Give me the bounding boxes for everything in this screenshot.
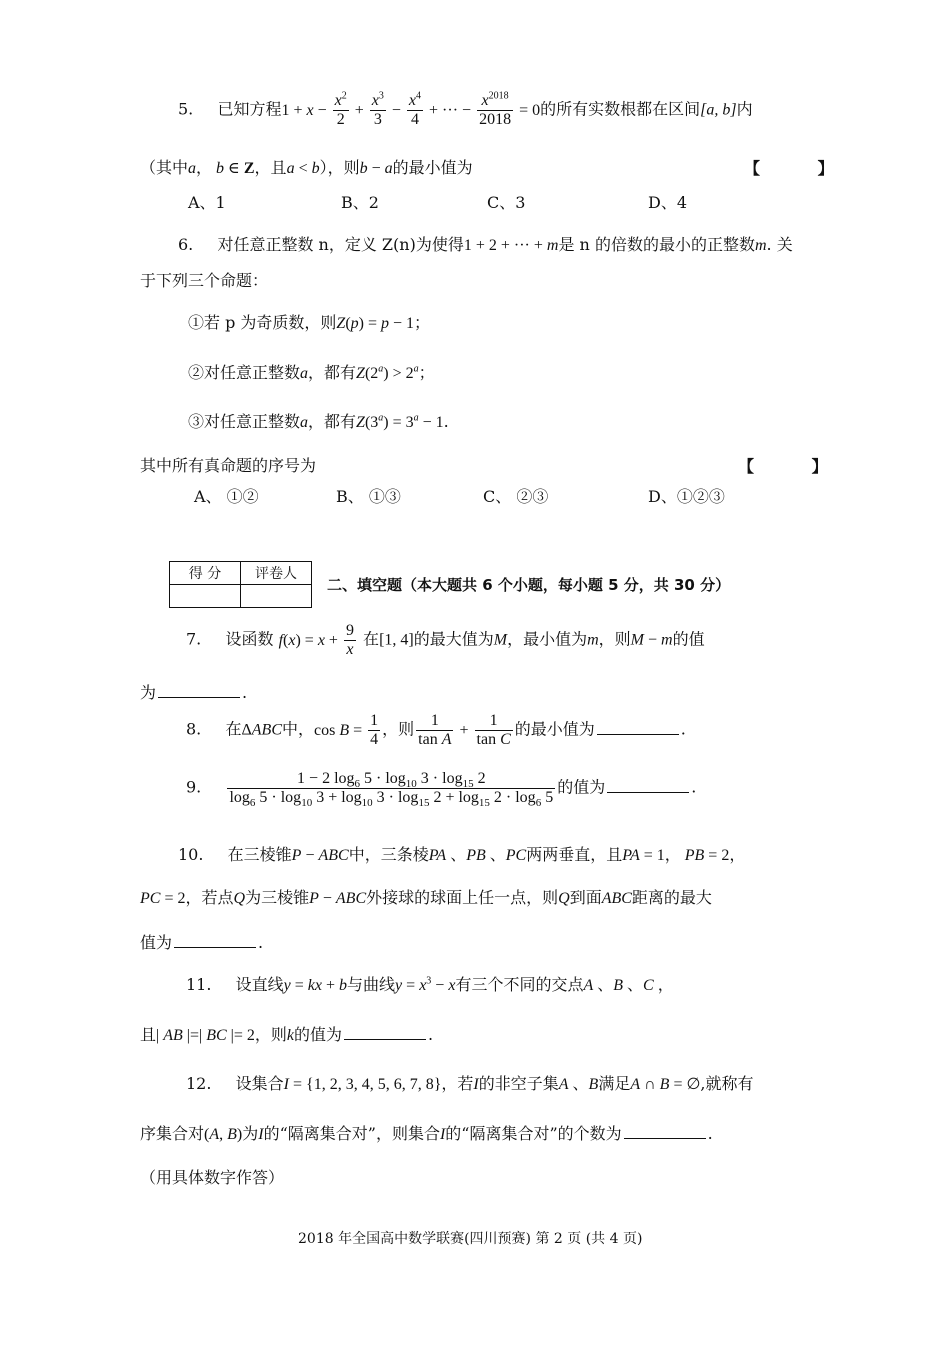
q5-inside: 内 bbox=[736, 99, 753, 119]
q10-line1 bbox=[178, 842, 745, 865]
q10-end: . bbox=[258, 933, 264, 952]
q8-d: 的最小值为 bbox=[514, 719, 595, 739]
q11-line2-a: 且 bbox=[140, 1025, 157, 1044]
q10-abc: ABC bbox=[601, 890, 632, 907]
q8-c: ，则 bbox=[382, 719, 415, 739]
q6-option-c: C、 ②③ bbox=[483, 487, 549, 506]
q7-f: 的值 bbox=[672, 629, 705, 649]
q6-prop2: ②对任意正整数a，都有$Z(2^a) > 2^a$； bbox=[188, 363, 435, 382]
q11-line2 bbox=[140, 1022, 433, 1045]
q12-line3: （用具体数字作答） bbox=[140, 1168, 285, 1187]
q12-answer-blank[interactable] bbox=[624, 1137, 706, 1139]
q12-line2 bbox=[140, 1121, 713, 1144]
q6-line1-a: 对任意正整数 n，定义 Z(n)为使得 bbox=[217, 235, 464, 254]
q5-option-d: D、4 bbox=[648, 193, 688, 212]
q7-answer-blank[interactable] bbox=[158, 696, 240, 698]
q6-math-m: m bbox=[754, 237, 767, 254]
q11-points: A 、B 、C ， bbox=[583, 977, 674, 994]
q6-line1 bbox=[178, 232, 793, 255]
q9-tail: 的值为 bbox=[557, 777, 606, 797]
q9-expr: $\frac{1 - 2 \log_6 5 \cdot \log_{10} 3 \cdot \log_{15} 2}{\log_6 5 \cdot \log_{10} 3 + \log_{10} 3 \cdot \log_{15} 2 + \log_{15} 2 \cdot \log_6 5}$ bbox=[229, 770, 554, 810]
q8-line bbox=[186, 712, 686, 750]
q6-prop3-text-a: ③对任意正整数 bbox=[188, 412, 301, 431]
score-header: 得 分 bbox=[170, 562, 241, 585]
q10-b: 中，三条棱 bbox=[348, 845, 429, 864]
q12-e: ,就称有 bbox=[700, 1074, 754, 1093]
q6-option-a: A、 ①② bbox=[194, 487, 259, 506]
q6-prop3-text-b: ，都有 bbox=[308, 412, 357, 431]
q8-answer-blank[interactable] bbox=[597, 733, 679, 735]
q11-number: 11. bbox=[186, 975, 212, 994]
q10-pyramid: P − ABC bbox=[291, 847, 349, 864]
q6-math-sum: 1 + 2 + ··· + m bbox=[463, 237, 559, 254]
q5-equation: 1 + x − $\frac{x^2}{2}$ + $\frac{x^3}{3}$ − $\frac{x^4}{4}$ + ··· − $\frac{x^{2018}}{2018}$ = 0 bbox=[281, 90, 541, 129]
q5-line2-b: ，且 bbox=[254, 158, 287, 177]
q9-answer-blank[interactable] bbox=[607, 791, 689, 793]
q9-end: . bbox=[691, 777, 697, 797]
q7-diff: M − m bbox=[630, 631, 673, 649]
q10-number: 10. bbox=[178, 845, 204, 864]
q10-line2-b: 为三棱锥 bbox=[245, 888, 310, 907]
q10-line2-d: 到面 bbox=[569, 888, 602, 907]
q12-line2-c: 的“隔离集合对”，则集合 bbox=[263, 1124, 440, 1143]
q7-interval: [1, 4] bbox=[379, 631, 414, 649]
q10-line2-c: 外接球的球面上任一点，则 bbox=[366, 888, 559, 907]
q6-prop3-math: $Z(3^a) = 3^a - 1$ bbox=[356, 412, 444, 431]
q10-Q2: Q bbox=[558, 890, 570, 907]
q11-answer-blank[interactable] bbox=[344, 1038, 426, 1040]
q6-prop2-a: a bbox=[300, 365, 309, 382]
q5-math-bma: b − a bbox=[359, 160, 393, 177]
q10-pyramid-2: P − ABC bbox=[309, 890, 367, 907]
q7-e: ，则 bbox=[598, 629, 631, 649]
q9-line bbox=[186, 770, 696, 808]
q12-end: . bbox=[707, 1124, 713, 1143]
score-table bbox=[169, 561, 312, 608]
q12-set: I = {1, 2, 3, 4, 5, 6, 7, 8} bbox=[283, 1076, 442, 1093]
q10-answer-blank[interactable] bbox=[174, 946, 256, 948]
q7-M: M bbox=[493, 631, 508, 649]
q5-line2-a: （其中 bbox=[140, 158, 189, 177]
q5-line2 bbox=[140, 155, 473, 178]
q12-a: 设集合 bbox=[235, 1074, 284, 1093]
q12-I: I bbox=[473, 1076, 479, 1093]
q6-prop2-text-a: ②对任意正整数 bbox=[188, 363, 301, 382]
q12-ab: A 、B bbox=[558, 1076, 599, 1093]
q5-option-a: A、1 bbox=[188, 193, 226, 212]
section-2-title: 二、填空题（本大题共 6 个小题，每小题 5 分，共 30 分） bbox=[327, 576, 731, 594]
q8-cos: cos B = $\frac{1}{4}$ bbox=[314, 712, 379, 749]
grader-header: 评卷人 bbox=[241, 562, 312, 585]
q6-prop3: ③对任意正整数a，都有$Z(3^a) = 3^a - 1$. bbox=[188, 412, 449, 431]
q7-d: ，最小值为 bbox=[507, 629, 588, 649]
q11-k: k bbox=[286, 1027, 295, 1044]
q11-b: 与曲线 bbox=[347, 975, 396, 994]
q6-option-b: B、 ①③ bbox=[336, 487, 401, 506]
q5-tail: 的所有实数根都在区间 bbox=[540, 99, 701, 119]
q5-math-altb: a < b bbox=[286, 160, 320, 177]
q7-function: f(x) = x + $\frac{9}{x}$ bbox=[278, 622, 354, 659]
q11-line1 bbox=[186, 972, 674, 995]
q10-line2-a: ，若点 bbox=[185, 888, 234, 907]
q10-line3 bbox=[140, 930, 263, 953]
q6-number: 6. bbox=[178, 235, 194, 254]
q7-line2-text: 为 bbox=[140, 683, 157, 702]
grader-cell[interactable] bbox=[241, 585, 312, 608]
q12-pair: (A, B) bbox=[204, 1126, 243, 1143]
q12-I2: I bbox=[258, 1126, 264, 1143]
q6-line1-b: 是 n 的倍数的最小的正整数 bbox=[558, 235, 755, 254]
q6-prop1-math: Z(p) = p − 1 bbox=[336, 315, 415, 332]
q6-prop2-text-b: ，都有 bbox=[308, 363, 357, 382]
score-cell[interactable] bbox=[170, 585, 241, 608]
q10-edges: PA 、PB 、PC bbox=[428, 847, 527, 864]
q6-prop3-a: a bbox=[300, 414, 309, 431]
q11-a: 设直线 bbox=[235, 975, 284, 994]
q7-end: . bbox=[242, 683, 248, 702]
q10-lengths: PA = 1， PB = 2， bbox=[622, 847, 746, 864]
q7-c: 的最大值为 bbox=[413, 629, 494, 649]
q12-intersect: A ∩ B = ∅ bbox=[630, 1076, 701, 1093]
q6-line1-c: . 关 bbox=[766, 235, 793, 254]
q11-c: 有三个不同的交点 bbox=[455, 975, 584, 994]
q7-m: m bbox=[587, 631, 599, 649]
q8-end: . bbox=[680, 719, 686, 739]
q7-a: 设函数 bbox=[225, 629, 274, 649]
q5-line1 bbox=[178, 92, 753, 130]
q10-line3-text: 值为 bbox=[140, 933, 173, 952]
q12-I3: I bbox=[439, 1126, 446, 1143]
q10-Q: Q bbox=[233, 890, 246, 907]
q11-curve: $y = x^3 - x$ bbox=[395, 975, 456, 994]
q6-ask: 其中所有真命题的序号为 bbox=[140, 456, 317, 475]
q10-line2-e: 距离的最大 bbox=[631, 888, 712, 907]
q6-prop1-text: ①若 p 为奇质数，则 bbox=[188, 313, 337, 332]
q12-line2-b: 为 bbox=[242, 1124, 259, 1143]
q12-line2-d: 的“隔离集合对”的个数为 bbox=[445, 1124, 622, 1143]
q5-number: 5. bbox=[178, 99, 194, 119]
q5-option-b: B、2 bbox=[341, 193, 379, 212]
q5-line2-c: ），则 bbox=[319, 158, 360, 177]
q7-number: 7. bbox=[186, 629, 202, 649]
q5-intro: 已知方程 bbox=[217, 99, 282, 119]
q12-d: 满足 bbox=[598, 1074, 631, 1093]
q12-line1 bbox=[186, 1071, 754, 1094]
q7-line1 bbox=[186, 622, 705, 660]
q11-line: y = kx + b bbox=[283, 977, 348, 994]
q11-line2-b: ，则 bbox=[254, 1025, 287, 1044]
q12-b: ，若 bbox=[441, 1074, 474, 1093]
q6-option-d: D、①②③ bbox=[648, 487, 725, 506]
q10-c: 两两垂直，且 bbox=[526, 845, 623, 864]
q5-line2-d: 的最小值为 bbox=[392, 158, 473, 177]
q6-line2: 于下列三个命题： bbox=[140, 271, 269, 290]
q5-interval: [a, b] bbox=[700, 101, 737, 119]
q6-prop2-math: $Z(2^a) > 2^a$ bbox=[356, 363, 419, 382]
q9-number: 9. bbox=[186, 777, 202, 797]
page-footer: 2018 年全国高中数学联赛(四川预赛) 第 2 页 (共 4 页) bbox=[298, 1231, 643, 1247]
q5-option-c: C、3 bbox=[487, 193, 526, 212]
q10-pc: PC = 2 bbox=[140, 890, 186, 907]
q7-line2 bbox=[140, 680, 247, 703]
q6-bracket: 【 】 bbox=[738, 457, 854, 476]
q8-b: 中， bbox=[281, 719, 314, 739]
q12-line2-a: 序集合对 bbox=[140, 1124, 205, 1143]
q8-triangle: ΔABC bbox=[241, 721, 282, 739]
q8-a: 在 bbox=[225, 719, 242, 739]
q11-line2-c: 的值为 bbox=[294, 1025, 343, 1044]
q5-math-ab: a， b ∈ Z bbox=[188, 160, 255, 177]
q12-c: 的非空子集 bbox=[478, 1074, 559, 1093]
q10-line2 bbox=[140, 885, 712, 908]
q5-bracket: 【 】 bbox=[744, 159, 860, 178]
q11-end: . bbox=[428, 1025, 434, 1044]
q6-prop1: ①若 p 为奇质数，则Z(p) = p − 1； bbox=[188, 313, 431, 332]
q8-expr: $\frac{1}{\text{tan A}}$ + $\frac{1}{\text{tan C}}$ bbox=[418, 712, 511, 749]
q7-b: 在 bbox=[363, 629, 380, 649]
q12-number: 12. bbox=[186, 1074, 212, 1093]
q11-lengths: | AB |=| BC |= 2 bbox=[156, 1027, 255, 1044]
q8-number: 8. bbox=[186, 719, 202, 739]
q10-a: 在三棱锥 bbox=[227, 845, 292, 864]
